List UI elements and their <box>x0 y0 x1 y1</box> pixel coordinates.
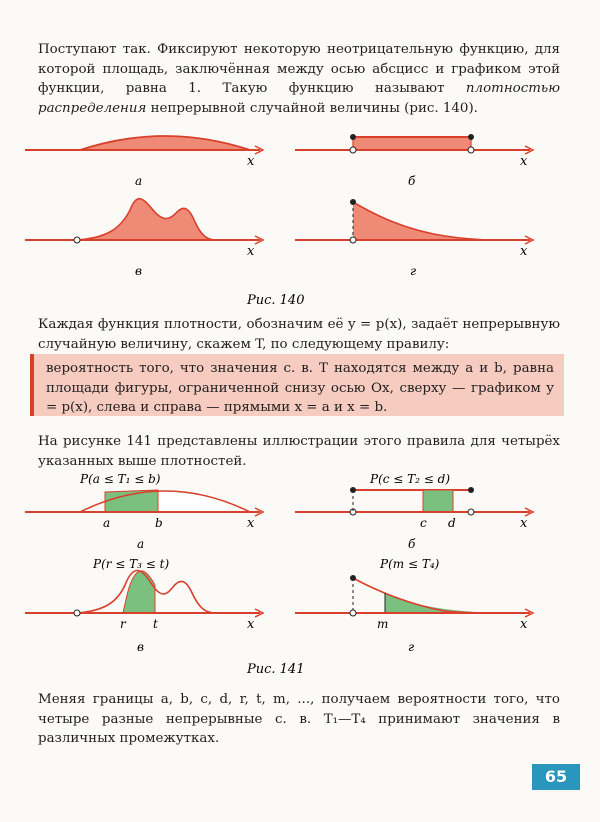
fig141-a-prob-label: P(a ≤ T₁ ≤ b) <box>80 472 161 486</box>
figure-140 <box>25 130 575 315</box>
fig140-panel-g <box>295 199 533 278</box>
intro-text: Поступают так. Фиксируют некоторую неотрицательную функцию, для которой площадь, заключённая между осью абсцисс и графиком этой функции, равна 1. Такую функцию называют <box>38 42 560 96</box>
fig141-b-prob-label: P(c ≤ T₂ ≤ d) <box>370 472 451 486</box>
figure-141 <box>25 465 575 685</box>
fig141-g-bound-m: m <box>377 617 389 631</box>
fig140-panel-b <box>295 134 533 188</box>
intro-text-end: непрерывной случайной величины (рис. 140). <box>146 100 478 116</box>
fig141-v-bound-t: t <box>153 617 158 631</box>
fig140-a-axis-label: x <box>247 154 255 169</box>
fig140-panel-v <box>25 199 263 278</box>
fig140-a-panel-label: а <box>135 174 143 188</box>
fig141-g-panel-label: г <box>408 640 415 654</box>
fig141-a-axis-label: x <box>247 516 255 531</box>
fig141-b-bound-c: c <box>420 516 427 530</box>
fig140-g-panel-label: г <box>410 264 417 278</box>
fig140-b-panel-label: б <box>408 174 416 188</box>
fig141-panel-b <box>295 472 533 551</box>
fig141-a-panel-label: а <box>137 537 145 551</box>
fig141-b-axis-label: x <box>520 516 528 531</box>
fig140-caption: Рис. 140 <box>247 293 305 308</box>
fig141-g-axis-label: x <box>520 617 528 632</box>
density-paragraph: Каждая функция плотности, обозначим её y = p(x), задаёт непрерывную случайную величину, скажем T, по следующему правилу: <box>38 317 560 352</box>
fig140-v-axis-label: x <box>247 244 255 259</box>
term-density: плотностью распределения <box>38 81 560 116</box>
fig141-v-bound-r: r <box>120 617 126 631</box>
fig141-a-bound-b: b <box>155 516 163 530</box>
rule-text: вероятность того, что значения с. в. T находятся между a и b, равна площади фигуры, ограниченной снизу осью Ox, сверху — графиком y = p(x), слева и справа — прямыми x = a и x = b. <box>46 361 554 415</box>
fig140-v-panel-label: в <box>135 264 142 278</box>
fig141-a-bound-a: a <box>103 516 111 530</box>
fig140-b-axis-label: x <box>520 154 528 169</box>
page-number: 65 <box>532 764 580 790</box>
intro-paragraph <box>38 40 560 118</box>
fig141-panel-a <box>25 472 263 551</box>
fig141-v-prob-label: P(r ≤ T₃ ≤ t) <box>93 557 170 571</box>
fig141-v-axis-label: x <box>247 617 255 632</box>
fig140-panel-a <box>25 136 263 188</box>
fig140-g-axis-label: x <box>520 244 528 259</box>
fig141-v-panel-label: в <box>137 640 144 654</box>
fig141-g-prob-label: P(m ≤ T₄) <box>380 557 440 571</box>
conclusion-paragraph: Меняя границы a, b, c, d, r, t, m, ..., получаем вероятности того, что четыре разные непрерывные с. в. T₁—T₄ принимают значения в различных промежутках. <box>38 692 560 746</box>
rule-box <box>30 354 564 416</box>
fig141-intro-paragraph: На рисунке 141 представлены иллюстрации этого правила для четырёх указанных выше плотностей. <box>38 434 560 469</box>
fig141-b-bound-d: d <box>448 516 456 530</box>
fig141-panel-g <box>295 557 533 654</box>
fig141-caption: Рис. 141 <box>247 662 305 677</box>
fig141-panel-v <box>25 557 263 654</box>
fig141-b-panel-label: б <box>408 537 416 551</box>
